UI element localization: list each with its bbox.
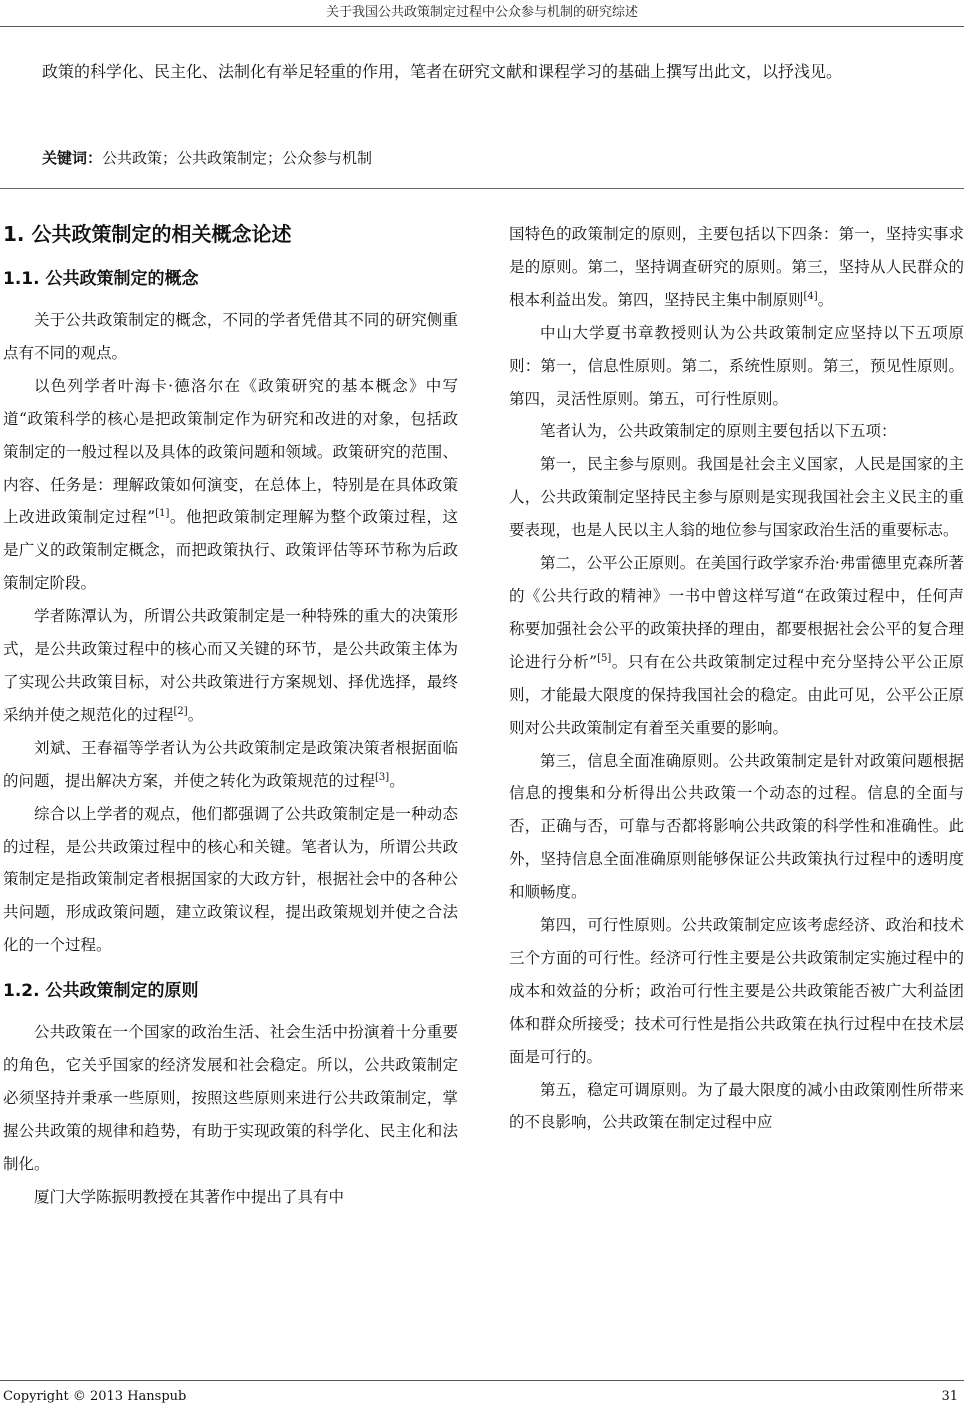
- paragraph: 厦门大学陈振明教授在其著作中提出了具有中: [34, 1187, 345, 1206]
- citation-ref[interactable]: [5]: [597, 652, 612, 664]
- running-title: 关于我国公共政策制定过程中公众参与机制的研究综述: [325, 5, 638, 20]
- paragraph: 中山大学夏书章教授则认为公共政策制定应坚持以下五项原则：第一，信息性原则。第二，系统性原则。第三，预见性原则。第四，灵活性原则。第五，可行性原则。: [509, 323, 964, 408]
- header-rule: [0, 26, 964, 27]
- paragraph-text: 。: [817, 290, 834, 309]
- paragraph-text: 。他把政策制定理解为整个政策过程，这是广义的政策制定概念，而把政策执行、政策评估等环节称为后政策制定阶段。: [3, 508, 458, 593]
- paragraph: [3, 732, 458, 798]
- paragraph-text: 国特色的政策制定的原则，主要包括以下四条：第一，坚持实事求是的原则。第二，坚持调查研究的原则。第三，坚持从人民群众的根本利益出发。第四，坚持民主集中制原则: [509, 225, 964, 309]
- paragraph-text: 。: [187, 705, 204, 724]
- section-1-heading: 1. 公共政策制定的相关概念论述: [3, 222, 292, 246]
- paragraph: 关于公共政策制定的概念，不同的学者凭借其不同的研究侧重点有不同的观点。: [3, 311, 458, 362]
- citation-ref[interactable]: [1]: [155, 508, 170, 520]
- paragraph: [3, 370, 458, 600]
- footer-rule: [0, 1380, 964, 1381]
- paragraph: 综合以上学者的观点，他们都强调了公共政策制定是一种动态的过程，是公共政策过程中的核心和关键。笔者认为，所谓公共政策制定是指政策制定者根据国家的大政方针，根据社会中的各种公共问题，形成政策问题，建立政策议程，提出政策规划并使之合法化的一个过程。: [3, 804, 458, 955]
- section-divider: [0, 188, 964, 189]
- section-1-1-heading: 1.1. 公共政策制定的概念: [3, 269, 199, 289]
- paragraph-text: 第二，公平公正原则。在美国行政学家乔治·弗雷德里克森所著的《公共行政的精神》一书中曾这样写道“在政策过程中，任何声称要加强社会公平的政策抉择的理由，都要根据社会公平的复合理论进行分析”: [509, 554, 964, 671]
- paragraph: [509, 547, 964, 744]
- paragraph-text: 。: [389, 771, 405, 790]
- paragraph-text: 以色列学者叶海卡·德洛尔在《政策研究的基本概念》中写道“政策科学的核心是把政策制定作为研究和改进的对象，包括政策制定的一般过程以及具体的政策问题和领域。政策研究的范围、内容、任务是：理解政策如何演变，在总体上，特别是在具体政策上改进政策制定过程”: [3, 376, 458, 527]
- abstract-tail: 政策的科学化、民主化、法制化有举足轻重的作用，笔者在研究文献和课程学习的基础上撰写出此文，以抒浅见。: [42, 62, 843, 81]
- paragraph-text: 。只有在公共政策制定过程中充分坚持公平公正原则，才能最大限度的保持我国社会的稳定。由此可见，公平公正原则对公共政策制定有着至关重要的影响。: [509, 652, 964, 737]
- paragraph: [3, 600, 458, 732]
- paragraph: 公共政策在一个国家的政治生活、社会生活中扮演着十分重要的角色，它关乎国家的经济发展和社会稳定。所以，公共政策制定必须坚持并秉承一些原则，按照这些原则来进行公共政策制定，掌握公共政策的规律和趋势，有助于实现政策的科学化、民主化和法制化。: [3, 1023, 458, 1173]
- paragraph-text: 刘斌、王春福等学者认为公共政策制定是政策决策者根据面临的问题，提出解决方案，并使之转化为政策规范的过程: [3, 738, 458, 790]
- paragraph: 第五，稳定可调原则。为了最大限度的减小由政策刚性所带来的不良影响，公共政策在制定过程中应: [509, 1080, 964, 1132]
- citation-ref[interactable]: [3]: [375, 771, 390, 783]
- right-column: [509, 218, 964, 1139]
- keywords-values: 公共政策；公共政策制定；公众参与机制: [102, 149, 373, 167]
- paragraph: 第三，信息全面准确原则。公共政策制定是针对政策问题根据信息的搜集和分析得出公共政策一个动态的过程。信息的全面与否，正确与否，可靠与否都将影响公共政策的科学性和准确性。此外，坚持信息全面准确原则能够保证公共政策执行过程中的透明度和顺畅度。: [509, 751, 964, 902]
- section-1-2-heading: 1.2. 公共政策制定的原则: [3, 981, 199, 1002]
- paragraph: 笔者认为，公共政策制定的原则主要包括以下五项：: [540, 422, 897, 441]
- keywords: [42, 144, 922, 172]
- keywords-label: 关键词：: [42, 149, 103, 167]
- citation-ref[interactable]: [4]: [803, 290, 818, 302]
- paragraph-text: 学者陈潭认为，所谓公共政策制定是一种特殊的重大的决策形式，是公共政策过程中的核心而又关键的环节，是公共政策主体为了实现公共政策目标，对公共政策进行方案规划、择优选择，最终采纳并使之规范化的过程: [3, 607, 458, 724]
- page-number: 31: [941, 1389, 958, 1404]
- left-column: [3, 216, 458, 1214]
- citation-ref[interactable]: [2]: [173, 705, 188, 717]
- copyright: Copyright © 2013 Hanspub: [3, 1389, 187, 1404]
- paragraph: [509, 218, 964, 317]
- paragraph: 第四，可行性原则。公共政策制定应该考虑经济、政治和技术三个方面的可行性。经济可行性主要是公共政策制定实施过程中的成本和效益的分析；政治可行性主要是公共政策能否被广大利益团体和群众所接受；技术可行性是指公共政策在执行过程中在技术层面是可行的。: [509, 916, 964, 1066]
- paragraph: 第一，民主参与原则。我国是社会主义国家，人民是国家的主人，公共政策制定坚持民主参与原则是实现我国社会主义民主的重要表现，也是人民以主人翁的地位参与国家政治生活的重要标志。: [509, 455, 964, 540]
